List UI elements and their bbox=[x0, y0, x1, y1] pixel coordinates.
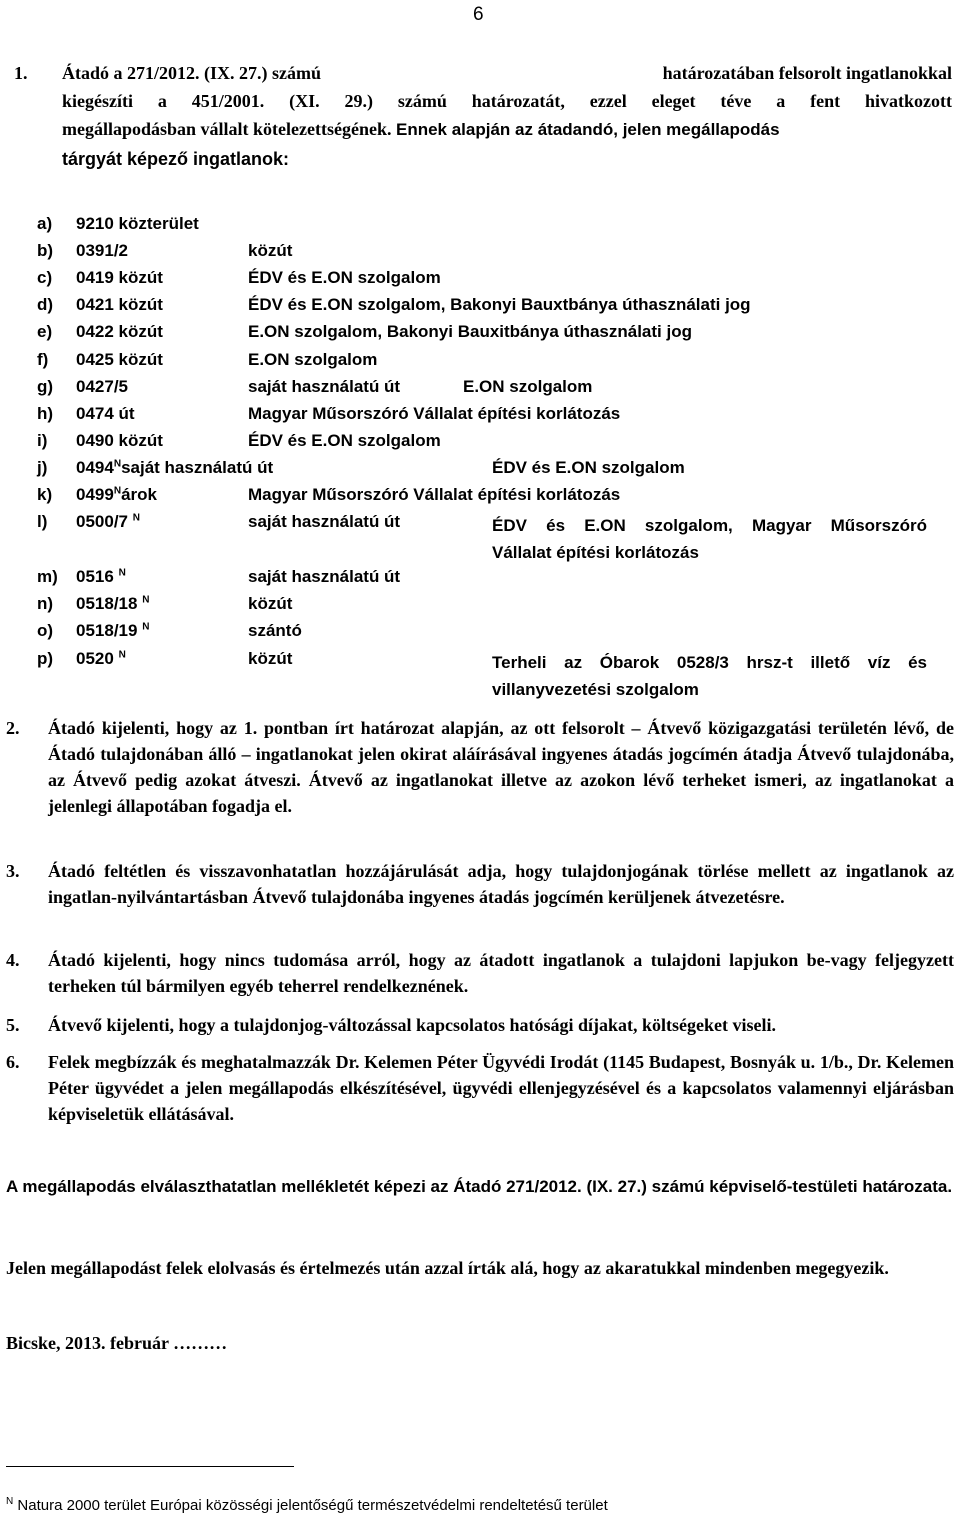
section-1-line-1 bbox=[62, 63, 952, 84]
property-row-d bbox=[37, 295, 937, 321]
property-letter: h) bbox=[37, 404, 54, 423]
property-use: Magyar Műsorszóró Vállalat építési korlátozás bbox=[248, 404, 621, 423]
property-row-g bbox=[37, 377, 937, 403]
property-row-p bbox=[37, 649, 937, 703]
section-1-line-4: tárgyát képező ingatlanok: bbox=[62, 149, 290, 169]
section-1-line-1-left: Átadó a 271/2012. (IX. 27.) számú bbox=[62, 63, 321, 83]
natura-marker: N bbox=[113, 485, 122, 497]
property-parcel: 0490 közút bbox=[76, 431, 163, 450]
property-row-c bbox=[37, 268, 937, 294]
section-1-line-3 bbox=[62, 119, 952, 140]
property-parcel bbox=[76, 458, 273, 478]
natura-marker: N bbox=[142, 594, 150, 606]
property-parcel: 0427/5 bbox=[76, 377, 128, 396]
property-parcel bbox=[76, 485, 157, 505]
section-5-number: 5. bbox=[6, 1015, 20, 1035]
property-parcel bbox=[76, 649, 126, 669]
property-letter: i) bbox=[37, 431, 48, 450]
property-parcel bbox=[76, 512, 140, 532]
property-letter: d) bbox=[37, 295, 54, 314]
property-use: saját használatú út bbox=[248, 512, 401, 531]
property-row-k bbox=[37, 485, 937, 511]
property-use: közút bbox=[248, 241, 293, 260]
property-use: E.ON szolgalom bbox=[248, 350, 378, 369]
property-parcel: 0474 út bbox=[76, 404, 135, 423]
section-1-number: 1. bbox=[14, 63, 28, 83]
property-row-j bbox=[37, 458, 937, 484]
property-use: közút bbox=[248, 594, 293, 613]
property-parcel-number: 0518/19 bbox=[76, 621, 138, 640]
property-parcel-number: 0516 bbox=[76, 567, 114, 586]
property-letter: n) bbox=[37, 594, 54, 613]
property-row-f bbox=[37, 350, 937, 376]
property-parcel: 0425 közút bbox=[76, 350, 163, 369]
property-parcel: 0419 közút bbox=[76, 268, 163, 287]
property-parcel-number: 0518/18 bbox=[76, 594, 138, 613]
footnote-text: Natura 2000 terület Európai közösségi jelentőségű természetvédelmi rendeltetésű terület bbox=[17, 1497, 608, 1514]
property-row-i bbox=[37, 431, 937, 457]
section-1-line-3-serif: megállapodásban vállalt kötelezettségének. bbox=[62, 119, 392, 139]
property-row-m bbox=[37, 567, 937, 593]
property-note-line-2: Vállalat építési korlátozás bbox=[492, 543, 699, 562]
section-4-text: Átadó kijelenti, hogy nincs tudomása arról, hogy az átadott ingatlanok a tulajdoni lapjukon be-vagy feljegyzett terheken túl bármilyen egyéb teherrel rendelkeznének. bbox=[48, 950, 954, 996]
property-parcel: 0421 közút bbox=[76, 295, 163, 314]
closing-statement: Jelen megállapodást felek elolvasás és értelmezés után azzal írták alá, hogy az akaratukkal mindenben megegyezik. bbox=[6, 1258, 889, 1278]
footnote-marker: N bbox=[6, 1496, 14, 1507]
property-use: ÉDV és E.ON szolgalom bbox=[248, 268, 441, 287]
property-parcel bbox=[76, 621, 149, 641]
natura-marker: N bbox=[142, 621, 150, 633]
property-letter: g) bbox=[37, 377, 54, 396]
footnote bbox=[6, 1497, 608, 1514]
property-note-line-1: Terheli az Óbarok 0528/3 hrsz-t illető víz és bbox=[492, 653, 927, 672]
property-use: ÉDV és E.ON szolgalom bbox=[248, 431, 441, 450]
property-letter: e) bbox=[37, 322, 53, 341]
property-parcel-number: 0500/7 bbox=[76, 512, 128, 531]
property-parcel: 0422 közút bbox=[76, 322, 163, 341]
property-parcel-number: 0520 bbox=[76, 649, 114, 668]
property-row-n bbox=[37, 594, 937, 620]
property-parcel bbox=[76, 567, 126, 587]
property-letter: j) bbox=[37, 458, 48, 477]
section-1-line-3-sans: Ennek alapján az átadandó, jelen megállapodás bbox=[395, 120, 780, 139]
natura-marker: N bbox=[118, 649, 126, 661]
section-6-number: 6. bbox=[6, 1052, 20, 1072]
property-row-b bbox=[37, 241, 937, 267]
section-5-text: Átvevő kijelenti, hogy a tulajdonjog-változással kapcsolatos hatósági díjakat, költségeket viseli. bbox=[48, 1015, 777, 1035]
section-4-number: 4. bbox=[6, 950, 20, 970]
property-note-line-1: ÉDV és E.ON szolgalom, Magyar Műsorszóró bbox=[492, 516, 927, 535]
property-use: saját használatú út bbox=[248, 377, 401, 396]
place-and-date: Bicske, 2013. február ……… bbox=[6, 1333, 228, 1353]
property-note: ÉDV és E.ON szolgalom bbox=[492, 458, 685, 477]
property-letter: o) bbox=[37, 621, 54, 640]
property-note-line-2: villanyvezetési szolgalom bbox=[492, 680, 699, 699]
property-row-o bbox=[37, 621, 937, 647]
section-6-text: Felek megbízzák és meghatalmazzák Dr. Kelemen Péter Ügyvédi Irodát (1145 Budapest, Bosnyák u. 1/b., Dr. Kelemen Péter ügyvédet a jelen megállapodás elkészítésével, ügyvédi ellenjegyzésével és a kapcsolatos valamennyi eljárásban képviseletük ellátásával. bbox=[48, 1052, 954, 1124]
property-row-l bbox=[37, 512, 937, 566]
property-letter: m) bbox=[37, 567, 58, 586]
annex-statement: A megállapodás elválaszthatatlan mellékletét képezi az Átadó 271/2012. (IX. 27.) számú képviselő-testületi határozata. bbox=[6, 1177, 953, 1196]
property-letter: a) bbox=[37, 214, 53, 233]
property-use: Magyar Műsorszóró Vállalat építési korlátozás bbox=[248, 485, 621, 504]
footnote-separator bbox=[6, 1466, 294, 1467]
property-parcel-number: 0494 bbox=[76, 458, 114, 477]
property-row-a bbox=[37, 214, 937, 240]
property-letter: f) bbox=[37, 350, 49, 369]
property-use: E.ON szolgalom, Bakonyi Bauxitbánya úthasználati jog bbox=[248, 322, 692, 341]
property-row-h bbox=[37, 404, 937, 430]
section-3-text: Átadó feltétlen és visszavonhatatlan hozzájárulását adja, hogy tulajdonjogának törlése mellett az ingatlanok az ingatlan-nyilvántartásban Átvevő tulajdonába ingyenes átadás jogcímén kerüljenek átvezetésre. bbox=[48, 861, 954, 907]
property-letter: k) bbox=[37, 485, 53, 504]
property-use: saját használatú út bbox=[248, 567, 401, 586]
natura-marker: N bbox=[113, 458, 122, 470]
property-letter: p) bbox=[37, 649, 54, 668]
section-3-number: 3. bbox=[6, 861, 20, 881]
property-parcel bbox=[76, 594, 149, 614]
section-1-line-2: kiegészíti a 451/2001. (XI. 29.) számú határozatát, ezzel eleget téve a fent hivatkozott bbox=[62, 91, 952, 111]
property-note: E.ON szolgalom bbox=[463, 377, 593, 396]
natura-marker: N bbox=[132, 512, 140, 524]
property-row-e bbox=[37, 322, 937, 348]
property-parcel-number: 0499 bbox=[76, 485, 114, 504]
property-use: közút bbox=[248, 649, 293, 668]
property-parcel: 9210 közterület bbox=[76, 214, 199, 233]
section-2-text: Átadó kijelenti, hogy az 1. pontban írt határozat alapján, az ott felsorolt – Átvevő közigazgatási területén lévő, de Átadó tulajdonában álló – ingatlanokat jelen okirat aláírásával ingyenes átadás jogcímén átadja Átvevő tulajdonába, az Átvevő pedig azokat átveszi. Átvevő az ingatlanokat illetve az azokon lévő terheket ismeri, az ingatlanokat a jelenlegi állapotában fogadja el. bbox=[48, 718, 954, 816]
property-parcel-type: saját használatú út bbox=[121, 458, 274, 477]
property-letter: b) bbox=[37, 241, 54, 260]
section-2-number: 2. bbox=[6, 718, 20, 738]
property-use: szántó bbox=[248, 621, 302, 640]
property-parcel-type: árok bbox=[121, 485, 157, 504]
property-parcel: 0391/2 bbox=[76, 241, 128, 260]
property-letter: l) bbox=[37, 512, 48, 531]
natura-marker: N bbox=[118, 567, 126, 579]
page-number: 6 bbox=[473, 4, 484, 25]
property-letter: c) bbox=[37, 268, 53, 287]
property-use: ÉDV és E.ON szolgalom, Bakonyi Bauxtbánya úthasználati jog bbox=[248, 295, 751, 314]
section-1-line-1-right: határozatában felsorolt ingatlanokkal bbox=[662, 63, 952, 83]
